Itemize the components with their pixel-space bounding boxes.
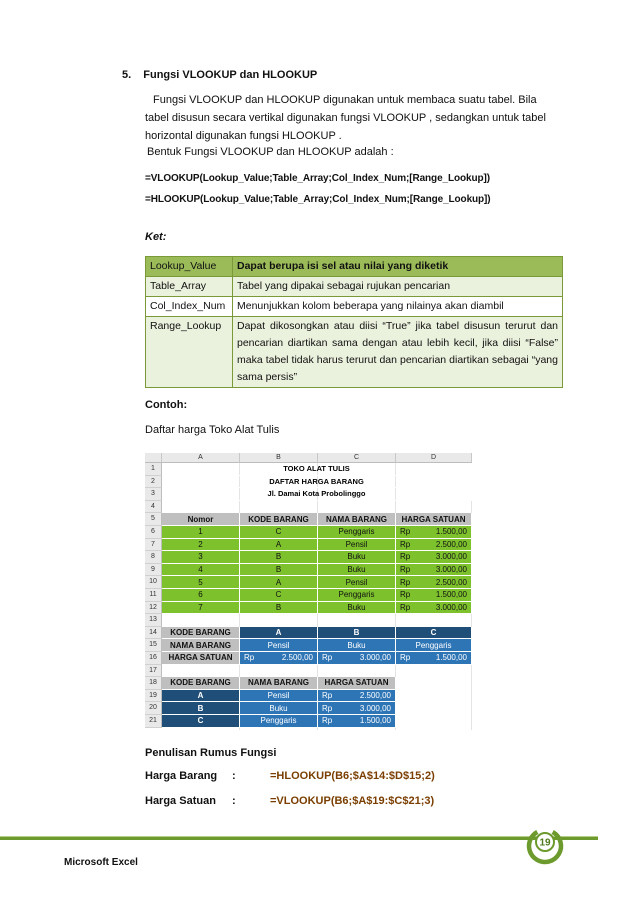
row-header: 8 — [145, 551, 162, 564]
currency-label: Rp — [400, 552, 411, 562]
item-price — [396, 602, 472, 615]
column-header: C — [318, 453, 396, 463]
rumus-label: Harga Barang — [145, 770, 218, 782]
currency-label: Rp — [400, 653, 411, 663]
sheet-title: TOKO ALAT TULIS — [162, 463, 472, 476]
intro-paragraph — [145, 91, 563, 145]
column-header — [145, 453, 162, 463]
hlookup-name: Penggaris — [396, 639, 472, 652]
spreadsheet-image — [145, 453, 486, 730]
intro-line: horizontal digunakan fungsi HLOOKUP . — [145, 130, 342, 142]
item-code: A — [240, 539, 318, 552]
sheet-subtitle: DAFTAR HARGA BARANG — [162, 476, 472, 489]
column-title: KODE BARANG — [240, 513, 318, 526]
argument-table — [145, 256, 563, 388]
hlookup-code: B — [318, 627, 396, 640]
hlookup-code: A — [240, 627, 318, 640]
item-name: Pensil — [318, 576, 396, 589]
table-row — [146, 277, 563, 297]
section-heading — [122, 69, 317, 81]
row-header: 6 — [145, 526, 162, 539]
argument-desc: Tabel yang dipakai sebagai rujukan pencarian — [233, 277, 563, 297]
hlookup-name: Pensil — [240, 639, 318, 652]
price-value: 3.000,00 — [435, 552, 467, 562]
hlookup-label: HARGA SATUAN — [162, 652, 240, 665]
item-number: 5 — [162, 576, 240, 589]
row-header: 18 — [145, 677, 162, 690]
argument-name: Range_Lookup — [146, 317, 233, 388]
argument-name: Lookup_Value — [146, 257, 233, 277]
item-code: B — [240, 564, 318, 577]
row-header: 3 — [145, 488, 162, 501]
price-value: 1.500,00 — [435, 527, 467, 537]
price-value: 3.000,00 — [359, 703, 391, 713]
price-value: 2.500,00 — [359, 691, 391, 701]
currency-label: Rp — [322, 691, 333, 701]
row-header: 7 — [145, 539, 162, 552]
vlookup-price — [318, 715, 396, 728]
rumus-formula: =VLOOKUP(B6;$A$19:$C$21;3) — [270, 795, 435, 807]
vlookup-price — [318, 702, 396, 715]
row-header: 2 — [145, 476, 162, 489]
price-value: 2.500,00 — [435, 539, 467, 549]
sheet-address: Jl. Damai Kota Probolinggo — [162, 488, 472, 501]
row-header: 14 — [145, 627, 162, 640]
vlookup-code: A — [162, 690, 240, 703]
item-code: B — [240, 602, 318, 615]
item-price — [396, 564, 472, 577]
row-header: 5 — [145, 513, 162, 526]
item-name: Buku — [318, 551, 396, 564]
rumus-colon: : — [232, 795, 236, 807]
currency-label: Rp — [322, 653, 333, 663]
item-number: 4 — [162, 564, 240, 577]
row-header: 1 — [145, 463, 162, 476]
row-header: 20 — [145, 702, 162, 715]
vlookup-price — [318, 690, 396, 703]
intro-line: tabel disusun secara vertikal digunakan fungsi VLOOKUP , sedangkan untuk tabel — [145, 112, 546, 124]
price-value: 1.500,00 — [359, 716, 391, 726]
item-name: Penggaris — [318, 589, 396, 602]
item-price — [396, 539, 472, 552]
item-name: Buku — [318, 602, 396, 615]
item-code: C — [240, 589, 318, 602]
footer-rule — [0, 836, 598, 840]
column-header: B — [240, 453, 318, 463]
penulisan-heading: Penulisan Rumus Fungsi — [145, 747, 277, 759]
item-number: 3 — [162, 551, 240, 564]
item-number: 2 — [162, 539, 240, 552]
rumus-row — [145, 795, 434, 807]
currency-label: Rp — [322, 703, 333, 713]
footer-title: Microsoft Excel — [64, 857, 138, 868]
item-name: Pensil — [318, 539, 396, 552]
hlookup-label: KODE BARANG — [162, 627, 240, 640]
hlookup-price — [396, 652, 472, 665]
row-header: 15 — [145, 639, 162, 652]
hlookup-price — [240, 652, 318, 665]
rumus-row — [145, 770, 435, 782]
section-title: Fungsi VLOOKUP dan HLOOKUP — [143, 69, 318, 81]
row-header: 17 — [145, 665, 162, 678]
table-row — [146, 297, 563, 317]
argument-desc: Menunjukkan kolom beberapa yang nilainya akan diambil — [233, 297, 563, 317]
hlookup-syntax: =HLOOKUP(Lookup_Value;Table_Array;Col_Index_Num;[Range_Lookup]) — [145, 194, 491, 205]
currency-label: Rp — [322, 716, 333, 726]
currency-label: Rp — [400, 527, 411, 537]
row-header: 11 — [145, 589, 162, 602]
currency-label: Rp — [400, 602, 411, 612]
price-value: 1.500,00 — [435, 653, 467, 663]
item-number: 6 — [162, 589, 240, 602]
price-value: 3.000,00 — [435, 565, 467, 575]
page-number-badge — [521, 824, 565, 868]
daftar-caption: Daftar harga Toko Alat Tulis — [145, 424, 280, 436]
row-header: 9 — [145, 564, 162, 577]
item-name: Penggaris — [318, 526, 396, 539]
vlookup-syntax: =VLOOKUP(Lookup_Value;Table_Array;Col_Index_Num;[Range_Lookup]) — [145, 173, 490, 184]
vlookup-name: Penggaris — [240, 715, 318, 728]
row-header: 12 — [145, 602, 162, 615]
rumus-label: Harga Satuan — [145, 795, 216, 807]
price-value: 3.000,00 — [359, 653, 391, 663]
hlookup-name: Buku — [318, 639, 396, 652]
item-code: A — [240, 576, 318, 589]
vlookup-name: Buku — [240, 702, 318, 715]
currency-label: Rp — [400, 590, 411, 600]
vlookup-header: KODE BARANG — [162, 677, 240, 690]
vlookup-header: HARGA SATUAN — [318, 677, 396, 690]
hlookup-price — [318, 652, 396, 665]
section-number: 5. — [122, 69, 132, 81]
ket-label: Ket: — [145, 231, 167, 243]
vlookup-code: C — [162, 715, 240, 728]
vlookup-name: Pensil — [240, 690, 318, 703]
row-header: 16 — [145, 652, 162, 665]
price-value: 2.500,00 — [281, 653, 313, 663]
item-price — [396, 589, 472, 602]
row-header: 19 — [145, 690, 162, 703]
rumus-formula: =HLOOKUP(B6;$A$14:$D$15;2) — [270, 770, 435, 782]
vlookup-code: B — [162, 702, 240, 715]
item-name: Buku — [318, 564, 396, 577]
item-price — [396, 576, 472, 589]
item-price — [396, 526, 472, 539]
price-value: 1.500,00 — [435, 590, 467, 600]
price-value: 3.000,00 — [435, 602, 467, 612]
column-header: A — [162, 453, 240, 463]
argument-name: Col_Index_Num — [146, 297, 233, 317]
item-code: B — [240, 551, 318, 564]
page-number: 19 — [539, 837, 551, 849]
row-header: 13 — [145, 614, 162, 627]
price-value: 2.500,00 — [435, 577, 467, 587]
currency-label: Rp — [400, 565, 411, 575]
column-title: HARGA SATUAN — [396, 513, 472, 526]
hlookup-label: NAMA BARANG — [162, 639, 240, 652]
row-header: 21 — [145, 715, 162, 728]
column-title: NAMA BARANG — [318, 513, 396, 526]
vlookup-header: NAMA BARANG — [240, 677, 318, 690]
table-row — [146, 257, 563, 277]
bentuk-text: Bentuk Fungsi VLOOKUP dan HLOOKUP adalah : — [147, 146, 394, 158]
row-header: 4 — [145, 501, 162, 514]
argument-name: Table_Array — [146, 277, 233, 297]
column-title: Nomor — [162, 513, 240, 526]
contoh-heading: Contoh: — [145, 399, 188, 411]
currency-label: Rp — [400, 539, 411, 549]
argument-desc: Dapat berupa isi sel atau nilai yang diketik — [233, 257, 563, 277]
argument-desc: Dapat dikosongkan atau diisi “True” jika tabel disusun terurut dan pencarian diartikan sama dengan atau lebih kecil, jika diisi “False” maka tabel tidak harus terurut dan pencarian diartikan sebagai “yang sama persis” — [233, 317, 563, 388]
item-code: C — [240, 526, 318, 539]
item-price — [396, 551, 472, 564]
row-header: 10 — [145, 576, 162, 589]
currency-label: Rp — [244, 653, 255, 663]
column-header: D — [396, 453, 472, 463]
item-number: 7 — [162, 602, 240, 615]
currency-label: Rp — [400, 577, 411, 587]
intro-line: Fungsi VLOOKUP dan HLOOKUP digunakan untuk membaca suatu tabel. Bila — [153, 94, 537, 106]
item-number: 1 — [162, 526, 240, 539]
table-row — [146, 317, 563, 388]
rumus-colon: : — [232, 770, 236, 782]
hlookup-code: C — [396, 627, 472, 640]
